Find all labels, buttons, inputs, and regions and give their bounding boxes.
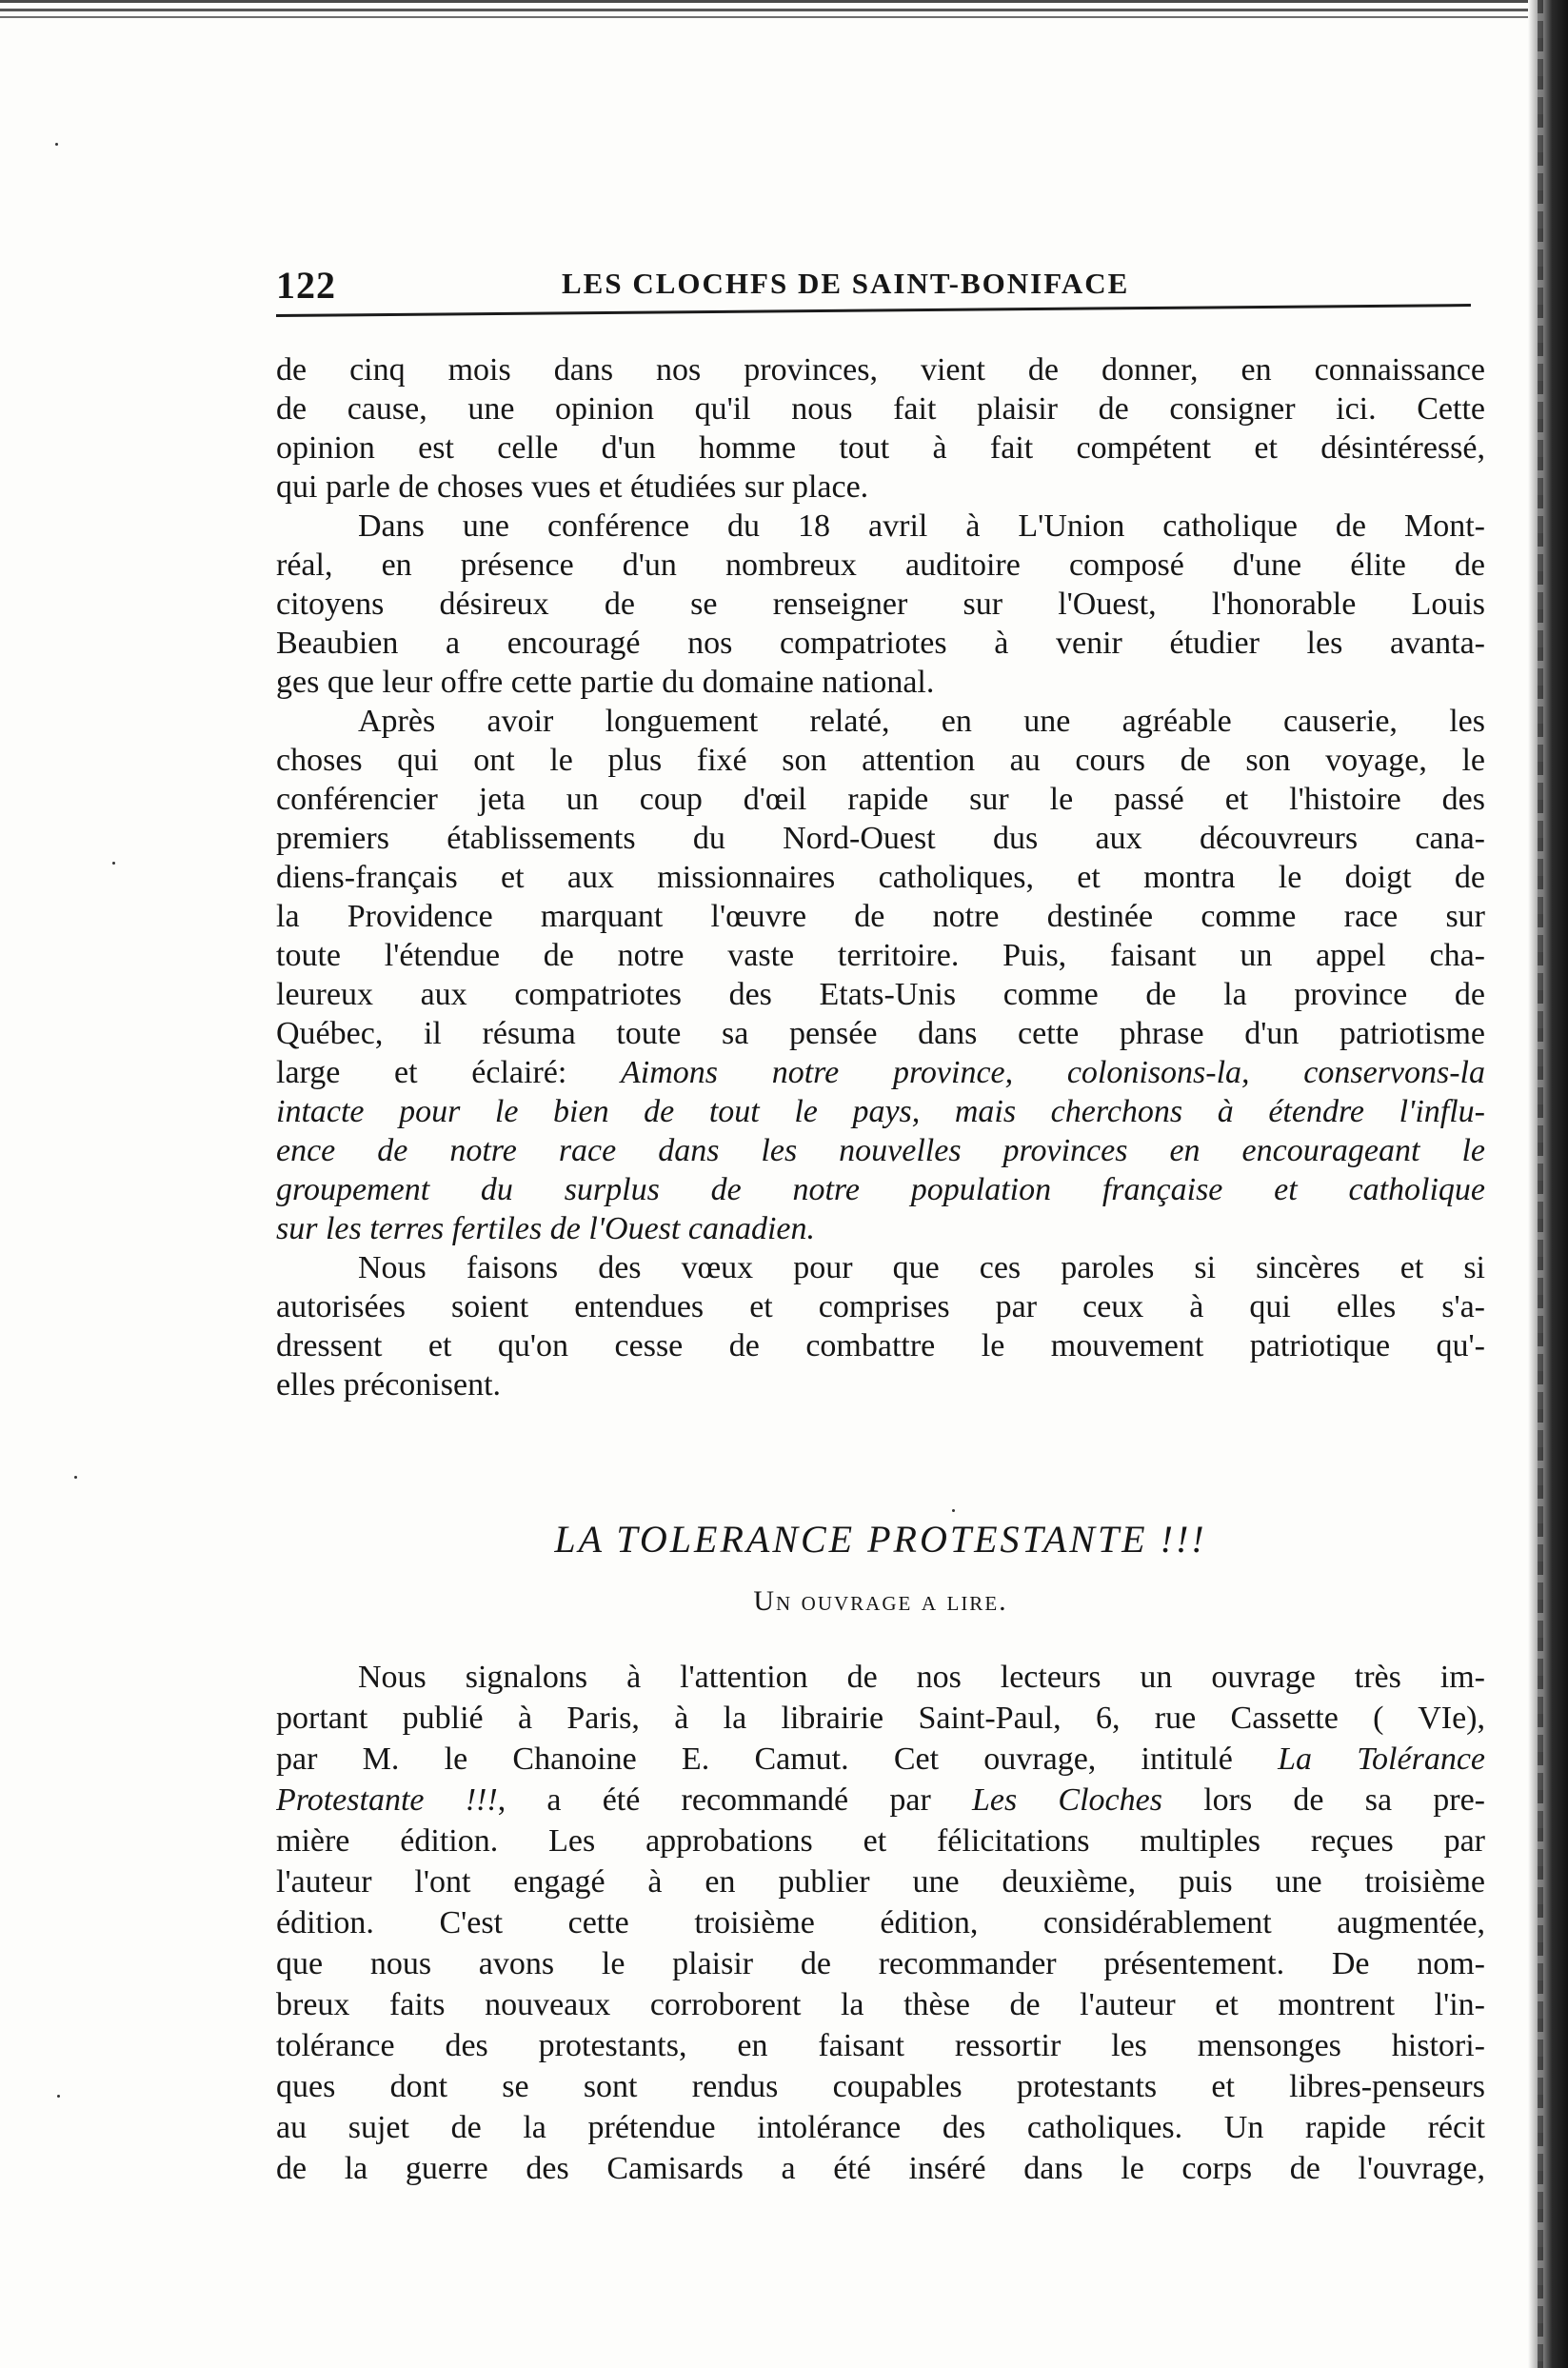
- quotation-line: sur les terres fertiles de l'Ouest canadien.: [276, 1211, 815, 1246]
- text-line: leureux aux compatriotes des Etats-Unis comme de la province de: [276, 977, 1485, 1012]
- text-line: portant publié à Paris, à la librairie Saint-Paul, 6, rue Cassette ( VIe),: [276, 1701, 1485, 1736]
- quotation-italic: Aimons notre province, colonisons-la, conservons-la: [621, 1055, 1485, 1090]
- text-line: Québec, il résuma toute sa pensée dans cette phrase d'un patriotisme: [276, 1016, 1485, 1051]
- section-body-text: [276, 1657, 1485, 2189]
- book-title-italic: La Tolérance: [1278, 1741, 1485, 1777]
- text-line: conférencier jeta un coup d'œil rapide sur le passé et l'histoire des: [276, 782, 1485, 817]
- text-line: premiers établissements du Nord-Ouest dus aux découvreurs cana-: [276, 821, 1485, 856]
- text-line: édition. C'est cette troisième édition, considérablement augmentée,: [276, 1905, 1485, 1940]
- scan-speck: [55, 143, 58, 146]
- text-line: Nous faisons des vœux pour que ces paroles si sincères et si: [358, 1250, 1485, 1285]
- text-line: breux faits nouveaux corroborent la thèse de l'auteur et montrent l'in-: [276, 1987, 1485, 2022]
- text-line: qui parle de choses vues et étudiées sur place.: [276, 469, 869, 505]
- text-line: la Providence marquant l'œuvre de notre destinée comme race sur: [276, 899, 1485, 934]
- scan-right-edge: [1528, 0, 1568, 2368]
- text-line: ques dont se sont rendus coupables protestants et libres-penseurs: [276, 2069, 1485, 2104]
- text-line: par M. le Chanoine E. Camut. Cet ouvrage, intitulé La Tolérance: [276, 1741, 1485, 1777]
- text-line: Beaubien a encouragé nos compatriotes à venir étudier les avanta-: [276, 626, 1485, 661]
- book-title-italic: Protestante !!!: [276, 1782, 498, 1818]
- text-line: autorisées soient entendues et comprises par ceux à qui elles s'a-: [276, 1289, 1485, 1324]
- scan-binding-shadow: [1538, 0, 1543, 2368]
- scan-speck: [112, 862, 115, 865]
- text-line: mière édition. Les approbations et félicitations multiples reçues par: [276, 1823, 1485, 1859]
- text-line: large et éclairé: Aimons notre province, colonisons-la, conservons-la: [276, 1055, 1485, 1090]
- text-line: Protestante !!!, a été recommandé par Les Cloches lors de sa pre-: [276, 1782, 1485, 1818]
- scan-speck: [74, 1476, 77, 1479]
- text-line: citoyens désireux de se renseigner sur l'Ouest, l'honorable Louis: [276, 587, 1485, 622]
- text-line: de la guerre des Camisards a été inséré dans le corps de l'ouvrage,: [276, 2151, 1485, 2186]
- text-line: diens-français et aux missionnaires catholiques, et montra le doigt de: [276, 860, 1485, 895]
- quotation-line: intacte pour le bien de tout le pays, mais cherchons à étendre l'influ-: [276, 1094, 1485, 1129]
- quotation-line: ence de notre race dans les nouvelles provinces en encourageant le: [276, 1133, 1485, 1168]
- scan-top-edge: [0, 0, 1568, 25]
- scan-speck: [57, 2095, 60, 2098]
- text-line: tolérance des protestants, en faisant ressortir les mensonges histori-: [276, 2028, 1485, 2063]
- section-subtitle: Un ouvrage a lire.: [753, 1585, 1008, 1617]
- text-line: Dans une conférence du 18 avril à L'Union catholique de Mont-: [358, 508, 1485, 544]
- running-head: LES CLOCHFS DE SAINT-BONIFACE: [562, 267, 1130, 300]
- text-line: opinion est celle d'un homme tout à fait compétent et désintéressé,: [276, 430, 1485, 466]
- text-line: elles préconisent.: [276, 1367, 502, 1403]
- text-line: Après avoir longuement relaté, en une agréable causerie, les: [358, 704, 1485, 739]
- text-line: que nous avons le plaisir de recommander présentement. De nom-: [276, 1946, 1485, 1981]
- text-line: réal, en présence d'un nombreux auditoire composé d'une élite de: [276, 547, 1485, 583]
- quotation-line: groupement du surplus de notre population française et catholique: [276, 1172, 1485, 1207]
- text-line: Nous signalons à l'attention de nos lecteurs un ouvrage très im-: [358, 1660, 1485, 1695]
- text-line: choses qui ont le plus fixé son attention au cours de son voyage, le: [276, 743, 1485, 778]
- body-text: [276, 350, 1485, 1404]
- periodical-title-italic: Les Cloches: [971, 1782, 1162, 1818]
- text-line: ges que leur offre cette partie du domaine national.: [276, 665, 935, 700]
- text-line: de cinq mois dans nos provinces, vient de donner, en connaissance: [276, 352, 1485, 388]
- text-line: l'auteur l'ont engagé à en publier une deuxième, puis une troisième: [276, 1864, 1485, 1900]
- section-title: LA TOLERANCE PROTESTANTE !!!: [554, 1518, 1207, 1561]
- text-line: toute l'étendue de notre vaste territoire. Puis, faisant un appel cha-: [276, 938, 1485, 973]
- text-line: au sujet de la prétendue intolérance des catholiques. Un rapide récit: [276, 2110, 1485, 2145]
- page-number: 122: [276, 264, 336, 307]
- scan-speck: [952, 1509, 955, 1512]
- text-line: dressent et qu'on cesse de combattre le mouvement patriotique qu'-: [276, 1328, 1485, 1363]
- text-line: de cause, une opinion qu'il nous fait plaisir de consigner ici. Cette: [276, 391, 1485, 427]
